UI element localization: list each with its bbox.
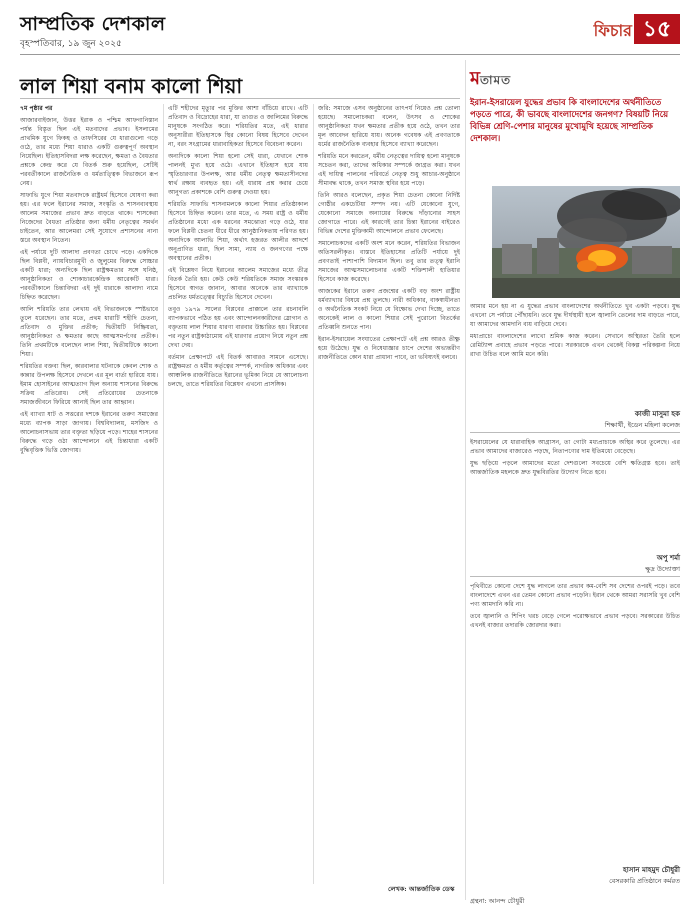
paragraph: জরি: সমাজে এসব অনুষ্ঠানের তাৎপর্য নিয়েও প্রশ্ন তোলা হয়েছে। সমালোচকরা বলেন, উৎসব ও শোকের আনুষ্ঠানিকতা যখন ক্ষমতার প্রতীক হয়ে ওঠে, তখন তার মূল আবেদন হারিয়ে যায়। অনেক গবেষক এই প্রবণতাকে ধর্মের রাজনৈতিক ব্যবহার হিসেবে ব্যাখ্যা করেছেন। xyxy=(318,105,460,148)
paragraph: সমালোচকদের একটি অংশ মনে করেন, শরিয়তির বিভাজন অতিসরলীকৃত। বাস্তবে ইতিহাসের প্রতিটি পর্যায়ে দুই প্রবণতাই পাশাপাশি বিদ্যমান ছিল। তবু তার তত্ত্ব ইরানি সমাজের আত্মসমালোচনার একটি শক্তিশালী হাতিয়ার হিসেবে কাজ করেছে। xyxy=(318,240,460,283)
compiled-by: গ্রন্থনা: আনন্দ চৌধুরী xyxy=(470,897,525,905)
opinion-3-signature xyxy=(470,864,680,887)
photo-illustration xyxy=(492,186,680,298)
column-divider xyxy=(163,104,164,884)
article-column-1 xyxy=(20,104,158,884)
column-divider xyxy=(313,104,314,884)
divider xyxy=(470,432,680,433)
divider xyxy=(470,576,680,577)
paragraph: তবুও ১৯৭৯ সালের বিপ্লবের প্রাক্কালে তার রচনাবলি ব্যাপকভাবে পঠিত হয় এবং আন্দোলনকারীদের স্লোগান ও বক্তৃতায় লাল শিয়ার ধারণা বারবার উচ্চারিত হয়। বিপ্লবের পর নতুন রাষ্ট্রকাঠামোয় এই ধারণার প্রয়োগ নিয়ে নতুন প্রশ্ন দেখা দেয়। xyxy=(168,306,308,349)
paragraph: শরিয়তি সাফাভি শাসনামলকে কালো শিয়ার প্রতিষ্ঠাকাল হিসেবে চিহ্নিত করেন। তার মতে, এ সময় রাষ্ট্র ও ধর্মীয় প্রতিষ্ঠানের মধ্যে এক ধরনের সমঝোতা গড়ে ওঠে, যার ফলে বিপ্লবী চেতনা ধীরে ধীরে আনুষ্ঠানিকতায় পরিণত হয়। অন্যদিকে আলাভি শিয়া, অর্থাৎ হজরত আলীর আদর্শে অনুপ্রাণিত ধারা, ছিল সাম্য, ন্যায় ও জনগণের পক্ষে অবস্থানের প্রতীক। xyxy=(168,201,308,262)
opinion-paragraph: পৃথিবীতে কোনো দেশে যুদ্ধ লাগলে তার প্রভাব কম-বেশি সব দেশের ওপরই পড়ে। তবে বাংলাদেশে এখন এর তেমন কোনো প্রভাব পড়েনি। ইরান থেকে আমরা সরাসরি খুব বেশি পণ্য আমদানি করি না। xyxy=(470,583,680,608)
author-name: হাসান মাহমুদ চৌধুরী xyxy=(623,865,680,874)
opinion-paragraph: আমার মনে হয় না এ যুদ্ধের প্রভাব বাংলাদেশের অর্থনীতিতে খুব একটা পড়বে। যুদ্ধ এখনো সে পর্যায়ে পৌঁছায়নি। তবে যুদ্ধ দীর্ঘস্থায়ী হলে জ্বালানি তেলের দাম বাড়তে পারে, যা আমাদের আমদানি ব্যয় বাড়িয়ে দেবে। xyxy=(470,303,680,328)
paragraph: ইরান-ইসরায়েল সংঘাতের প্রেক্ষাপটে এই প্রশ্ন আরও তীক্ষ্ণ হয়ে উঠেছে। যুদ্ধ ও নিষেধাজ্ঞার চাপে দেশের অভ্যন্তরীণ রাজনীতিতে কোন ধারা প্রাধান্য পাবে, তা ভবিষ্যৎই বলবে। xyxy=(318,336,460,361)
paragraph: শরিয়তির বক্তব্য ছিল, কারবালার ঘটনাকে কেবল শোক ও কান্নার উপলক্ষ হিসেবে দেখলে এর মূল বার্তা হারিয়ে যায়। ইমাম হোসাইনের আত্মত্যাগ ছিল অন্যায় শাসনের বিরুদ্ধে সক্রিয় প্রতিরোধ। সেই প্রতিরোধের চেতনাকে সমাজজীবনে ফিরিয়ে আনাই ছিল তার আহ্বান। xyxy=(20,363,158,406)
paragraph: বর্তমান প্রেক্ষাপটে এই বিতর্ক আবারও সামনে এসেছে। রাষ্ট্রক্ষমতা ও ধর্মীয় কর্তৃত্বের সম্পর্ক, নাগরিক অধিকার এবং আঞ্চলিক রাজনীতিতে ইরানের ভূমিকা নিয়ে যে আলোচনা চলছে, তাতে শরিয়তির বিশ্লেষণ এখনো প্রাসঙ্গিক। xyxy=(168,354,308,388)
article-credit: লেখক: আন্তর্জাতিক ডেস্ক xyxy=(388,885,455,893)
paragraph: এই পর্যায়ে দুটি আলাদা প্রবণতা চোখে পড়ে। একদিকে ছিল বিপ্লবী, ন্যায়বিচারমুখী ও জুলুমের বিরুদ্ধে সোচ্চার একটি ধারা; অন্যদিকে ছিল রাষ্ট্রক্ষমতার সঙ্গে ঘনিষ্ঠ, আনুষ্ঠানিকতা ও শোকাচারকেন্দ্রিক আরেকটি ধারা। পরবর্তীকালে চিন্তাবিদরা এই দুই ধারাকে আলাদা নামে চিহ্নিত করেছেন। xyxy=(20,249,158,301)
paragraph: আজারবাইজান, উত্তর ইরাক ও পশ্চিম আফগানিস্তান পর্যন্ত বিস্তৃত ছিল এই মতবাদের প্রভাব। ইসলামের প্রাথমিক যুগে ফিকহ ও তাফসিরের যে ধারাগুলো গড়ে ওঠে, তার মধ্যে শিয়া ধারাও একটি গুরুত্বপূর্ণ অবস্থান নিয়েছিল। ইতিহাসবিদরা লক্ষ করেছেন, ক্ষমতা ও বৈধতার প্রশ্নকে কেন্দ্র করে যে বিতর্ক শুরু হয়েছিল, সেটিই পরবর্তীকালে রাজনৈতিক ও ধর্মতাত্ত্বিক বিভাজনে রূপ নেয়। xyxy=(20,117,158,187)
matamat-intro: ইরান-ইসরায়েল যুদ্ধের প্রভাব কি বাংলাদেশের অর্থনীতিতে পড়তে পারে, কী ভাবছে বাংলাদেশের জনগণ? বিষয়টি নিয়ে বিভিন্ন শ্রেণি-পেশার মানুষের মুখোমুখি হয়েছে সাম্প্রতিক দেশকাল। xyxy=(470,97,669,143)
opinion-paragraph: তবে জ্বালানি ও শিপিং খরচ বেড়ে গেলে পরোক্ষভাবে প্রভাব পড়বে। সরকারের উচিত এখনই বাজার তদারকি জোরদার করা। xyxy=(470,613,680,629)
opinion-paragraph: মধ্যপ্রাচ্যে বাংলাদেশের লাখো শ্রমিক কাজ করেন। সেখানে অস্থিরতা তৈরি হলে রেমিট্যান্স প্রবাহে প্রভাব পড়তে পারে। সরকারকে এখন থেকেই বিকল্প পরিকল্পনা নিয়ে রাখা উচিত বলে আমি মনে করি। xyxy=(470,333,680,358)
paragraph: আলি শরিয়তি তার লেখায় এই বিভাজনকে স্পষ্টভাবে তুলে ধরেছেন। তার মতে, প্রথম ধারাটি শহীদি চেতনা, প্রতিবাদ ও মুক্তির প্রতীক; দ্বিতীয়টি নিষ্ক্রিয়তা, আনুষ্ঠানিকতা ও ক্ষমতার কাছে আত্মসমর্পণের প্রতীক। তিনি প্রথমটিকে বলেছেন লাল শিয়া, দ্বিতীয়টিকে কালো শিয়া। xyxy=(20,306,158,358)
paragraph: শরিয়তি মনে করতেন, ধর্মীয় নেতৃত্বের দায়িত্ব হলো মানুষকে সচেতন করা, তাদের অধিকার সম্পর্কে জাগ্রত করা। যখন এই দায়িত্ব পালনের পরিবর্তে নেতৃত্ব শুধু আচার-অনুষ্ঠানে সীমাবদ্ধ থাকে, তখন সমাজ স্থবির হয়ে পড়ে। xyxy=(318,153,460,187)
opinion-1 xyxy=(470,302,680,402)
newspaper-logo: সাম্প্রতিক দেশকাল xyxy=(20,13,166,35)
opinion-1-signature xyxy=(470,408,680,431)
paragraph: অন্যদিকে কালো শিয়া হলো সেই ধারা, যেখানে শোক পালনই মুখ্য হয়ে ওঠে। এখানে ইতিহাস হয়ে যায় স্মৃতিচারণার উপলক্ষ, আর ধর্মীয় নেতৃত্ব ক্ষমতাসীনদের স্বার্থ রক্ষায় ব্যবহৃত হয়। এই ধারায় প্রশ্ন করার চেয়ে আনুগত্য প্রকাশকে বেশি গুরুত্ব দেওয়া হয়। xyxy=(168,153,308,196)
matamat-logo xyxy=(470,64,511,95)
article-column-2 xyxy=(168,104,308,884)
opinion-2-signature xyxy=(470,552,680,575)
author-name: কাজী মাসুমা হক xyxy=(634,409,680,418)
masthead xyxy=(20,10,680,55)
missile-strike-photo xyxy=(492,186,680,298)
author-name: অপু শর্মা xyxy=(656,553,680,562)
matamat-logo-letter: ম xyxy=(470,68,480,89)
opinion-paragraph: যুদ্ধ ছড়িয়ে পড়লে আমাদের মতো দেশগুলো সবচেয়ে বেশি ক্ষতিগ্রস্ত হবে। তাই আন্তর্জাতিক মহলকে দ্রুত যুদ্ধবিরতির উদ্যোগ নিতে হবে। xyxy=(470,460,680,476)
author-role: বেসরকারি প্রতিষ্ঠানে কর্মরত xyxy=(609,877,680,885)
headline-rule xyxy=(20,98,460,99)
section-divider xyxy=(465,60,466,900)
paragraph: এটি শহীদের মৃত্যুর পর মুক্তির আশা বাঁচিয়ে রাখে। এটি প্রতিবাদ ও বিদ্রোহের ধারা, যা তাগুত ও জালিমের বিরুদ্ধে মানুষকে সংগঠিত করে। শরিয়তির মতে, এই ধারার অনুসারীরা ইতিহাসকে স্থির কোনো বিষয় হিসেবে দেখেন না, বরং সংগ্রামের ধারাবাহিকতা হিসেবে বিবেচনা করেন। xyxy=(168,105,308,148)
opinion-paragraph: ইসরায়েলের যে ধারাবাহিক আগ্রাসন, তা গোটা মধ্যপ্রাচ্যকে অস্থির করে তুলেছে। এর প্রভাব আমাদের বাজারেও পড়ছে, নিত্যপণ্যের দাম ইতিমধ্যে বেড়েছে। xyxy=(470,439,680,455)
section-label: ফিচার xyxy=(593,21,632,40)
paragraph: সাফাভি যুগে শিয়া মতবাদকে রাষ্ট্রধর্ম হিসেবে ঘোষণা করা হয়। এর ফলে ইরানের সমাজ, সংস্কৃতি ও শাসনব্যবস্থায় আলেম সমাজের প্রভাব দ্রুত বাড়তে থাকে। শাসকেরা নিজেদের বৈধতা প্রতিষ্ঠার জন্য ধর্মীয় নেতৃত্বের সমর্থন চাইতেন, আর আলেমরা সেই সুযোগে প্রশাসনের নানা স্তরে অবস্থান নিতেন। xyxy=(20,192,158,244)
article-headline: লাল শিয়া বনাম কালো শিয়া xyxy=(20,74,243,98)
continued-from: ৭ম পৃষ্ঠার পর xyxy=(20,105,53,112)
opinion-2 xyxy=(470,438,680,546)
paragraph: এই বিশ্লেষণ নিয়ে ইরানের আলেম সমাজের মধ্যে তীব্র বিতর্ক তৈরি হয়। কেউ কেউ শরিয়তিকে সমাজ সংস্কারক হিসেবে স্বাগত জানান, আবার অনেকে তার ব্যাখ্যাকে প্রচলিত ধর্মতত্ত্বের বিচ্যুতি হিসেবে দেখেন। xyxy=(168,267,308,301)
author-role: শিক্ষার্থী, ইডেন মহিলা কলেজ xyxy=(604,421,680,429)
opinion-3 xyxy=(470,582,680,850)
matamat-logo-rest: তামত xyxy=(480,73,512,87)
paragraph: এই ব্যাখ্যা ষাট ও সত্তরের দশকে ইরানের তরুণ সমাজের মধ্যে ব্যাপক সাড়া জাগায়। বিশ্ববিদ্যালয়, মসজিদ ও আলোচনাসভায় তার বক্তৃতা ছড়িয়ে পড়ে। শাহের শাসনের বিরুদ্ধে গড়ে ওঠা আন্দোলনে এই চিন্তাধারা একটি বুদ্ধিবৃত্তিক ভিত্তি জোগায়। xyxy=(20,411,158,454)
author-role: ক্ষুদ্র উদ্যোক্তা xyxy=(645,565,680,573)
page-number: ১৫ xyxy=(634,14,680,44)
paragraph: তিনি আরও বলেছেন, প্রকৃত শিয়া চেতনা কোনো নির্দিষ্ট গোষ্ঠীর একচেটিয়া সম্পদ নয়। এটি যেকোনো যুগে, যেকোনো সমাজে অন্যায়ের বিরুদ্ধে দাঁড়ানোর সাহস জোগাতে পারে। এই কারণেই তার চিন্তা ইরানের বাইরেও বিভিন্ন দেশের মুক্তিকামী আন্দোলনে প্রভাব ফেলেছে। xyxy=(318,192,460,235)
issue-date: বৃহস্পতিবার, ১৯ জুন ২০২৫ xyxy=(20,39,122,49)
paragraph: আজকের ইরানে তরুণ প্রজন্মের একটি বড় অংশ রাষ্ট্রীয় ধর্মব্যাখ্যার বিষয়ে প্রশ্ন তুলছে। নারী অধিকার, বাকস্বাধীনতা ও অর্থনৈতিক সংকট নিয়ে যে বিক্ষোভ দেখা দিচ্ছে, তাতে অনেকেই লাল ও কালো শিয়ার সেই পুরোনো বিতর্কের প্রতিধ্বনি শুনতে পান। xyxy=(318,288,460,331)
article-column-3 xyxy=(318,104,460,874)
